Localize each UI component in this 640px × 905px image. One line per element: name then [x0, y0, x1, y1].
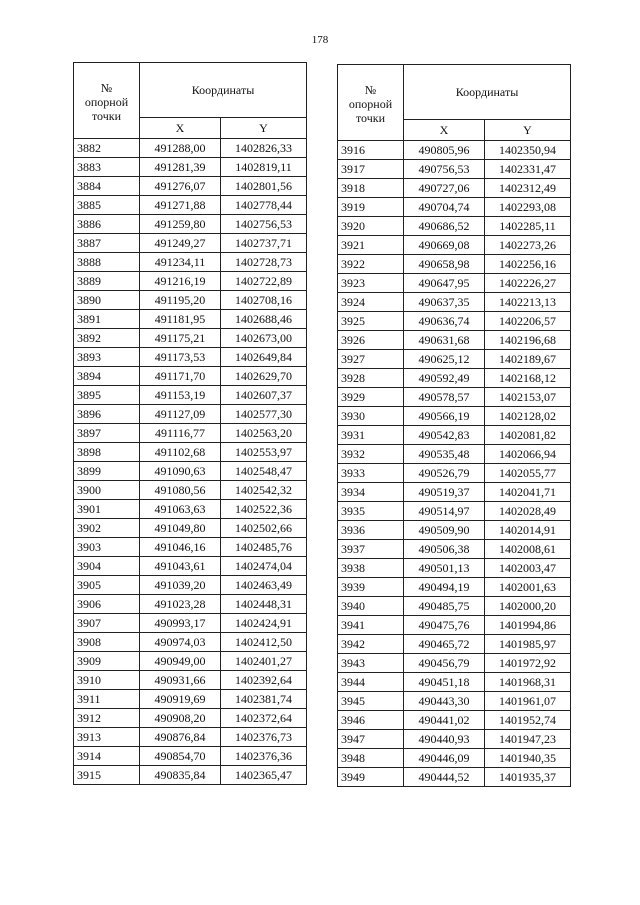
table-row: [338, 540, 571, 559]
x-coordinate-cell: 491216,19: [140, 272, 221, 291]
x-coordinate-cell: 490475,76: [404, 616, 485, 635]
y-header: Y: [485, 120, 571, 141]
header-line: опорной: [84, 94, 129, 109]
x-coordinate-cell: 491116,77: [140, 424, 221, 443]
x-coordinate-cell: 491271,88: [140, 196, 221, 215]
x-coordinate-cell: 491063,63: [140, 500, 221, 519]
x-header: X: [404, 120, 485, 141]
x-coordinate-cell: 491281,39: [140, 158, 221, 177]
table-row: [338, 141, 571, 160]
x-coordinate-cell: 490451,18: [404, 673, 485, 692]
x-coordinate-cell: 491249,27: [140, 234, 221, 253]
point-number-cell: 3946: [338, 711, 404, 730]
y-coordinate-cell: 1402041,71: [485, 483, 571, 502]
table-row: [338, 464, 571, 483]
table-row: [338, 483, 571, 502]
x-coordinate-cell: 491288,00: [140, 139, 221, 158]
y-coordinate-cell: 1402014,91: [485, 521, 571, 540]
point-number-cell: 3905: [74, 576, 140, 595]
y-coordinate-cell: 1402285,11: [485, 217, 571, 236]
point-number-cell: 3941: [338, 616, 404, 635]
x-coordinate-cell: 490443,30: [404, 692, 485, 711]
point-number-cell: 3936: [338, 521, 404, 540]
table-row: [338, 426, 571, 445]
point-number-cell: 3896: [74, 405, 140, 424]
point-number-cell: 3943: [338, 654, 404, 673]
x-coordinate-cell: 490440,93: [404, 730, 485, 749]
x-coordinate-cell: 490727,06: [404, 179, 485, 198]
y-coordinate-cell: 1402081,82: [485, 426, 571, 445]
y-coordinate-cell: 1402350,94: [485, 141, 571, 160]
point-number-header: [338, 65, 404, 141]
point-number-cell: 3947: [338, 730, 404, 749]
coordinates-table-left: [73, 62, 307, 785]
y-coordinate-cell: 1402801,56: [221, 177, 307, 196]
y-coordinate-cell: 1402542,32: [221, 481, 307, 500]
y-coordinate-cell: 1402226,27: [485, 274, 571, 293]
x-coordinate-cell: 491195,20: [140, 291, 221, 310]
x-coordinate-cell: 490931,66: [140, 671, 221, 690]
point-number-cell: 3945: [338, 692, 404, 711]
table-row: [338, 559, 571, 578]
header-line: точки: [355, 110, 386, 125]
point-number-cell: 3904: [74, 557, 140, 576]
x-coordinate-cell: 490854,70: [140, 747, 221, 766]
coordinates-table-right: [337, 64, 571, 787]
coordinates-header: Координаты: [140, 63, 307, 118]
table-row: [338, 407, 571, 426]
y-coordinate-cell: 1402502,66: [221, 519, 307, 538]
point-number-cell: 3921: [338, 236, 404, 255]
table-row: [74, 272, 307, 291]
y-coordinate-cell: 1402008,61: [485, 540, 571, 559]
y-coordinate-cell: 1402778,44: [221, 196, 307, 215]
x-coordinate-cell: 490444,52: [404, 768, 485, 787]
point-number-cell: 3914: [74, 747, 140, 766]
table-row: [338, 768, 571, 787]
point-number-cell: 3938: [338, 559, 404, 578]
table-row: [74, 652, 307, 671]
table-row: [74, 481, 307, 500]
y-coordinate-cell: 1402463,49: [221, 576, 307, 595]
table-row: [338, 673, 571, 692]
point-number-cell: 3942: [338, 635, 404, 654]
table-row: [74, 462, 307, 481]
y-coordinate-cell: 1401968,31: [485, 673, 571, 692]
y-coordinate-cell: 1402629,70: [221, 367, 307, 386]
point-number-cell: 3892: [74, 329, 140, 348]
x-coordinate-cell: 490542,83: [404, 426, 485, 445]
x-coordinate-cell: 490494,19: [404, 578, 485, 597]
y-coordinate-cell: 1402376,36: [221, 747, 307, 766]
point-number-cell: 3939: [338, 578, 404, 597]
y-coordinate-cell: 1402649,84: [221, 348, 307, 367]
x-coordinate-cell: 490949,00: [140, 652, 221, 671]
point-number-cell: 3883: [74, 158, 140, 177]
table-row: [74, 367, 307, 386]
table-row: [338, 502, 571, 521]
table-row: [74, 614, 307, 633]
point-number-cell: 3931: [338, 426, 404, 445]
point-number-cell: 3928: [338, 369, 404, 388]
y-coordinate-cell: 1401935,37: [485, 768, 571, 787]
x-coordinate-cell: 491171,70: [140, 367, 221, 386]
x-coordinate-cell: 490993,17: [140, 614, 221, 633]
point-number-cell: 3937: [338, 540, 404, 559]
y-coordinate-cell: 1402331,47: [485, 160, 571, 179]
y-coordinate-cell: 1402312,49: [485, 179, 571, 198]
point-number-cell: 3901: [74, 500, 140, 519]
page-number: 178: [311, 34, 329, 46]
y-coordinate-cell: 1401972,92: [485, 654, 571, 673]
y-coordinate-cell: 1402372,64: [221, 709, 307, 728]
y-coordinate-cell: 1402401,27: [221, 652, 307, 671]
table-row: [338, 445, 571, 464]
y-coordinate-cell: 1402819,11: [221, 158, 307, 177]
x-coordinate-cell: 490631,68: [404, 331, 485, 350]
point-number-cell: 3925: [338, 312, 404, 331]
table-row: [338, 236, 571, 255]
table-row: [338, 293, 571, 312]
x-coordinate-cell: 490485,75: [404, 597, 485, 616]
y-coordinate-cell: 1402066,94: [485, 445, 571, 464]
x-coordinate-cell: 490835,84: [140, 766, 221, 785]
x-coordinate-cell: 490908,20: [140, 709, 221, 728]
table-row: [338, 521, 571, 540]
point-number-cell: 3893: [74, 348, 140, 367]
point-number-cell: 3903: [74, 538, 140, 557]
y-coordinate-cell: 1401985,97: [485, 635, 571, 654]
point-number-cell: 3888: [74, 253, 140, 272]
point-number-cell: 3899: [74, 462, 140, 481]
point-number-cell: 3929: [338, 388, 404, 407]
x-coordinate-cell: 491046,16: [140, 538, 221, 557]
y-coordinate-cell: 1402577,30: [221, 405, 307, 424]
y-coordinate-cell: 1402708,16: [221, 291, 307, 310]
point-number-cell: 3886: [74, 215, 140, 234]
table-row: [338, 350, 571, 369]
point-number-cell: 3907: [74, 614, 140, 633]
table-row: [74, 139, 307, 158]
y-coordinate-cell: 1402189,67: [485, 350, 571, 369]
x-coordinate-cell: 491090,63: [140, 462, 221, 481]
point-number-cell: 3898: [74, 443, 140, 462]
x-coordinate-cell: 490658,98: [404, 255, 485, 274]
y-coordinate-cell: 1402722,89: [221, 272, 307, 291]
y-coordinate-cell: 1401961,07: [485, 692, 571, 711]
y-coordinate-cell: 1402756,53: [221, 215, 307, 234]
table-row: [74, 405, 307, 424]
point-number-cell: 3890: [74, 291, 140, 310]
point-number-cell: 3912: [74, 709, 140, 728]
table-row: [338, 255, 571, 274]
y-coordinate-cell: 1402256,16: [485, 255, 571, 274]
y-coordinate-cell: 1402548,47: [221, 462, 307, 481]
x-coordinate-cell: 490919,69: [140, 690, 221, 709]
table-row: [338, 198, 571, 217]
x-coordinate-cell: 490519,37: [404, 483, 485, 502]
table-row: [338, 331, 571, 350]
point-number-cell: 3897: [74, 424, 140, 443]
table-row: [338, 654, 571, 673]
x-coordinate-cell: 491043,61: [140, 557, 221, 576]
y-coordinate-cell: 1402673,00: [221, 329, 307, 348]
point-number-cell: 3900: [74, 481, 140, 500]
point-number-cell: 3949: [338, 768, 404, 787]
y-coordinate-cell: 1401952,74: [485, 711, 571, 730]
table-row: [74, 766, 307, 785]
y-coordinate-cell: 1402728,73: [221, 253, 307, 272]
x-header: X: [140, 118, 221, 139]
point-number-cell: 3894: [74, 367, 140, 386]
point-number-cell: 3895: [74, 386, 140, 405]
point-number-cell: 3922: [338, 255, 404, 274]
point-number-cell: 3882: [74, 139, 140, 158]
table-row: [74, 443, 307, 462]
y-coordinate-cell: 1402376,73: [221, 728, 307, 747]
x-coordinate-cell: 490465,72: [404, 635, 485, 654]
point-number-cell: 3910: [74, 671, 140, 690]
point-number-cell: 3935: [338, 502, 404, 521]
x-coordinate-cell: 490446,09: [404, 749, 485, 768]
x-coordinate-cell: 491153,19: [140, 386, 221, 405]
table-row: [74, 310, 307, 329]
y-coordinate-cell: 1402128,02: [485, 407, 571, 426]
table-row: [338, 616, 571, 635]
y-coordinate-cell: 1402392,64: [221, 671, 307, 690]
table-row: [74, 500, 307, 519]
y-coordinate-cell: 1402001,63: [485, 578, 571, 597]
point-number-cell: 3916: [338, 141, 404, 160]
y-coordinate-cell: 1401940,35: [485, 749, 571, 768]
x-coordinate-cell: 490506,38: [404, 540, 485, 559]
table-row: [74, 728, 307, 747]
table-row: [74, 348, 307, 367]
x-coordinate-cell: 491181,95: [140, 310, 221, 329]
coordinates-header: Координаты: [404, 65, 571, 120]
x-coordinate-cell: 491039,20: [140, 576, 221, 595]
x-coordinate-cell: 491023,28: [140, 595, 221, 614]
x-coordinate-cell: 491102,68: [140, 443, 221, 462]
y-coordinate-cell: 1402424,91: [221, 614, 307, 633]
x-coordinate-cell: 490756,53: [404, 160, 485, 179]
point-number-cell: 3902: [74, 519, 140, 538]
y-coordinate-cell: 1402737,71: [221, 234, 307, 253]
table-row: [74, 253, 307, 272]
x-coordinate-cell: 491234,11: [140, 253, 221, 272]
point-number-cell: 3908: [74, 633, 140, 652]
table-row: [74, 671, 307, 690]
y-coordinate-cell: 1402448,31: [221, 595, 307, 614]
table-row: [74, 329, 307, 348]
point-number-cell: 3887: [74, 234, 140, 253]
y-coordinate-cell: 1401947,23: [485, 730, 571, 749]
table-row: [338, 217, 571, 236]
table-row: [338, 730, 571, 749]
point-number-cell: 3944: [338, 673, 404, 692]
point-number-cell: 3933: [338, 464, 404, 483]
y-coordinate-cell: 1402826,33: [221, 139, 307, 158]
point-number-cell: 3932: [338, 445, 404, 464]
point-number-cell: 3915: [74, 766, 140, 785]
table-row: [74, 633, 307, 652]
y-coordinate-cell: 1402412,50: [221, 633, 307, 652]
point-number-cell: 3926: [338, 331, 404, 350]
header-line: опорной: [348, 96, 393, 111]
table-row: [74, 177, 307, 196]
y-coordinate-cell: 1402273,26: [485, 236, 571, 255]
x-coordinate-cell: 490526,79: [404, 464, 485, 483]
point-number-cell: 3927: [338, 350, 404, 369]
x-coordinate-cell: 490805,96: [404, 141, 485, 160]
x-coordinate-cell: 490514,97: [404, 502, 485, 521]
y-header: Y: [221, 118, 307, 139]
table-row: [74, 386, 307, 405]
x-coordinate-cell: 491276,07: [140, 177, 221, 196]
table-row: [74, 291, 307, 310]
x-coordinate-cell: 490625,12: [404, 350, 485, 369]
point-number-cell: 3919: [338, 198, 404, 217]
table-row: [338, 312, 571, 331]
header-line: точки: [91, 108, 122, 123]
table-row: [74, 424, 307, 443]
x-coordinate-cell: 490974,03: [140, 633, 221, 652]
x-coordinate-cell: 491127,09: [140, 405, 221, 424]
table-row: [74, 158, 307, 177]
x-coordinate-cell: 490637,35: [404, 293, 485, 312]
y-coordinate-cell: 1402003,47: [485, 559, 571, 578]
x-coordinate-cell: 490647,95: [404, 274, 485, 293]
y-coordinate-cell: 1402522,36: [221, 500, 307, 519]
table-row: [74, 595, 307, 614]
point-number-cell: 3930: [338, 407, 404, 426]
point-number-cell: 3906: [74, 595, 140, 614]
table-row: [74, 747, 307, 766]
point-number-cell: 3918: [338, 179, 404, 198]
table-row: [74, 215, 307, 234]
table-row: [74, 690, 307, 709]
table-row: [338, 711, 571, 730]
x-coordinate-cell: 490592,49: [404, 369, 485, 388]
point-number-cell: 3889: [74, 272, 140, 291]
x-coordinate-cell: 491173,53: [140, 348, 221, 367]
header-line: №: [100, 80, 113, 95]
point-number-cell: 3920: [338, 217, 404, 236]
y-coordinate-cell: 1402381,74: [221, 690, 307, 709]
table-row: [74, 557, 307, 576]
y-coordinate-cell: 1402196,68: [485, 331, 571, 350]
table-row: [338, 692, 571, 711]
y-coordinate-cell: 1402168,12: [485, 369, 571, 388]
table-row: [338, 369, 571, 388]
table-row: [338, 635, 571, 654]
x-coordinate-cell: 491175,21: [140, 329, 221, 348]
table-row: [338, 749, 571, 768]
table-row: [338, 179, 571, 198]
y-coordinate-cell: 1402000,20: [485, 597, 571, 616]
table-row: [74, 576, 307, 595]
x-coordinate-cell: 490535,48: [404, 445, 485, 464]
table-row: [74, 234, 307, 253]
table-row: [338, 274, 571, 293]
x-coordinate-cell: 490669,08: [404, 236, 485, 255]
y-coordinate-cell: 1402474,04: [221, 557, 307, 576]
x-coordinate-cell: 490509,90: [404, 521, 485, 540]
x-coordinate-cell: 490456,79: [404, 654, 485, 673]
point-number-header: [74, 63, 140, 139]
point-number-cell: 3940: [338, 597, 404, 616]
x-coordinate-cell: 490636,74: [404, 312, 485, 331]
x-coordinate-cell: 491080,56: [140, 481, 221, 500]
x-coordinate-cell: 490566,19: [404, 407, 485, 426]
point-number-cell: 3884: [74, 177, 140, 196]
y-coordinate-cell: 1402153,07: [485, 388, 571, 407]
table-row: [338, 597, 571, 616]
table-row: [338, 578, 571, 597]
point-number-cell: 3924: [338, 293, 404, 312]
point-number-cell: 3885: [74, 196, 140, 215]
point-number-cell: 3923: [338, 274, 404, 293]
y-coordinate-cell: 1402563,20: [221, 424, 307, 443]
point-number-cell: 3909: [74, 652, 140, 671]
y-coordinate-cell: 1402553,97: [221, 443, 307, 462]
y-coordinate-cell: 1402293,08: [485, 198, 571, 217]
y-coordinate-cell: 1402688,46: [221, 310, 307, 329]
point-number-cell: 3913: [74, 728, 140, 747]
y-coordinate-cell: 1402028,49: [485, 502, 571, 521]
x-coordinate-cell: 490501,13: [404, 559, 485, 578]
y-coordinate-cell: 1402213,13: [485, 293, 571, 312]
table-row: [74, 196, 307, 215]
y-coordinate-cell: 1402607,37: [221, 386, 307, 405]
table-row: [74, 538, 307, 557]
point-number-cell: 3934: [338, 483, 404, 502]
x-coordinate-cell: 491049,80: [140, 519, 221, 538]
table-row: [338, 160, 571, 179]
table-row: [338, 388, 571, 407]
y-coordinate-cell: 1402055,77: [485, 464, 571, 483]
y-coordinate-cell: 1402206,57: [485, 312, 571, 331]
y-coordinate-cell: 1402365,47: [221, 766, 307, 785]
y-coordinate-cell: 1401994,86: [485, 616, 571, 635]
y-coordinate-cell: 1402485,76: [221, 538, 307, 557]
table-row: [74, 519, 307, 538]
point-number-cell: 3917: [338, 160, 404, 179]
table-row: [74, 709, 307, 728]
x-coordinate-cell: 491259,80: [140, 215, 221, 234]
header-line: №: [364, 82, 377, 97]
point-number-cell: 3891: [74, 310, 140, 329]
x-coordinate-cell: 490578,57: [404, 388, 485, 407]
point-number-cell: 3948: [338, 749, 404, 768]
x-coordinate-cell: 490441,02: [404, 711, 485, 730]
x-coordinate-cell: 490704,74: [404, 198, 485, 217]
point-number-cell: 3911: [74, 690, 140, 709]
x-coordinate-cell: 490686,52: [404, 217, 485, 236]
x-coordinate-cell: 490876,84: [140, 728, 221, 747]
